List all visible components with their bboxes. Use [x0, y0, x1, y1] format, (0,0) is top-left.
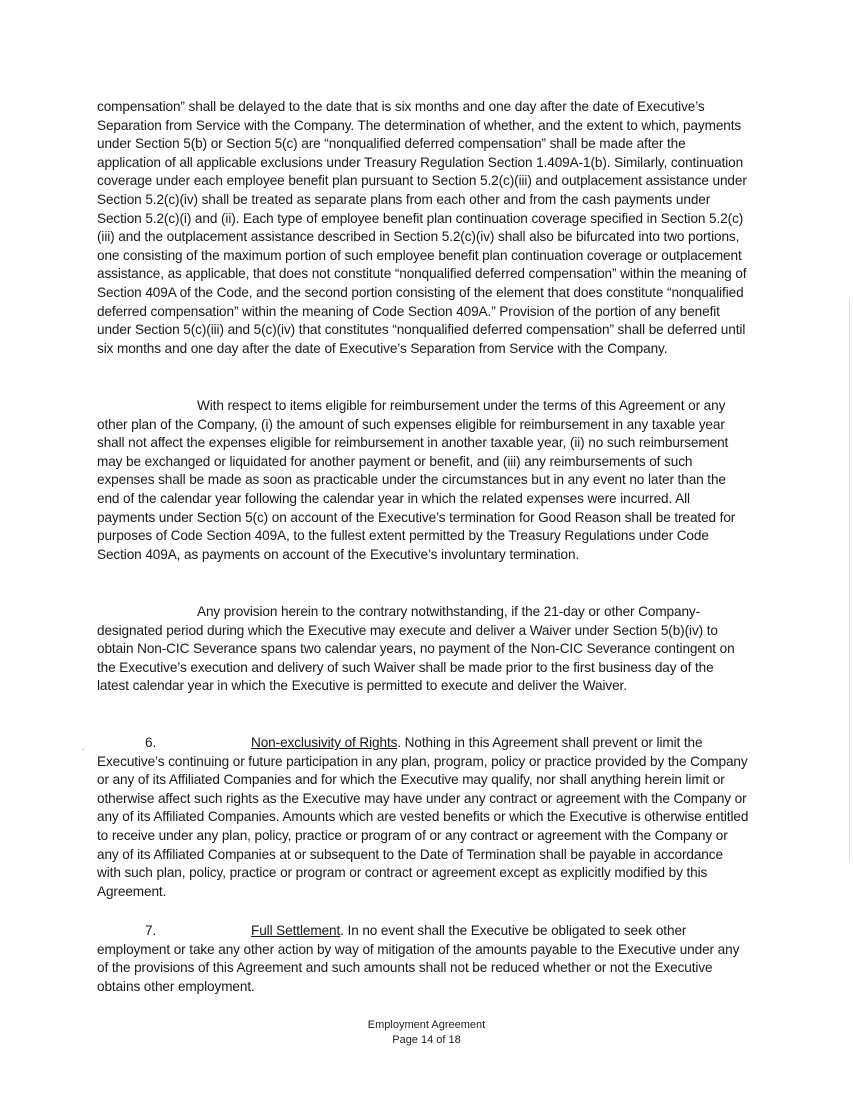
footer-page-number: Page 14 of 18 — [392, 1034, 461, 1046]
section-number: 7. — [145, 923, 157, 938]
section-text: . In no event shall the Executive be obligated to seek other employment or take any other action by way of mitigation of the amounts payable to the Executive under any of the provisions of this Agreement and such amounts shall not be reduced whether or not the Executive obtains other employment. — [97, 923, 740, 994]
section-number: 6. — [145, 735, 157, 750]
section-heading: Full Settlement — [251, 923, 341, 938]
paragraph-text: With respect to items eligible for reimbursement under the terms of this Agreement or any other plan of the Company, (i) the amount of such expenses eligible for reimbursement in any taxable year shall not affect the expenses eligible for reimbursement in another taxable year, (ii) no such reimbursement may be exchanged or liquidated for another payment or benefit, and (iii) any reimbursements of such expenses shall be made as soon as practicable under the circumstances but in any event no later than the end of the calendar year following the calendar year in which the related expenses were incurred. All payments under Section 5(c) on account of the Executive’s termination for Good Reason shall be treated for purposes of Code Section 409A, to the fullest extent permitted by the Treasury Regulations under Code Section 409A, as payments on account of the Executive’s involuntary termination. — [97, 398, 736, 562]
paragraph-waiver-timing — [97, 603, 749, 696]
section-7-full-settlement — [97, 922, 749, 996]
section-heading: Non-exclusivity of Rights — [251, 735, 398, 750]
scan-edge-line — [849, 300, 850, 860]
paragraph-text: Any provision herein to the contrary notwithstanding, if the 21-day or other Company-designated period during which the Executive may execute and deliver a Waiver under Section 5(b)(iv) to obtain Non-CIC Severance spans two calendar years, no payment of the Non-CIC Severance contingent on the Executive’s execution and delivery of such Waiver shall be made prior to the first business day of the latest calendar year in which the Executive is permitted to execute and deliver the Waiver. — [97, 604, 735, 694]
paragraph-reimbursement — [97, 397, 749, 564]
paragraph-deferred-compensation — [97, 98, 749, 358]
paragraph-text: compensation” shall be delayed to the date that is six months and one day after the date of Executive’s Separation from Service with the Company. The determination of whether, and the extent to which, payments under Section 5(b) or Section 5(c) are “nonqualified deferred compensation” shall be made after the application of all applicable exclusions under Treasury Regulation Section 1.409A-1(b). Similarly, continuation coverage under each employee benefit plan pursuant to Section 5.2(c)(iii) and outplacement assistance under Section 5.2(c)(iv) shall be treated as separate plans from each other and from the cash payments under Section 5.2(c)(i) and (ii). Each type of employee benefit plan continuation coverage specified in Section 5.2(c)(iii) and the outplacement assistance described in Section 5.2(c)(iv) shall also be bifurcated into two portions, one consisting of the maximum portion of such employee benefit plan continuation coverage or outplacement assistance, as applicable, that does not constitute “nonqualified deferred compensation” within the meaning of Section 409A of the Code, and the second portion consisting of the element that does constitute “nonqualified deferred compensation” within the meaning of Code Section 409A.” Provision of the portion of any benefit under Section 5(c)(iii) and 5(c)(iv) that constitutes “nonqualified deferred compensation” shall be deferred until six months and one day after the date of Executive’s Separation from Service with the Company. — [97, 99, 747, 356]
section-text: . Nothing in this Agreement shall prevent or limit the Executive’s continuing or future participation in any plan, program, policy or practice provided by the Company or any of its Affiliated Companies and for which the Executive may qualify, nor shall anything herein limit or otherwise affect such rights as the Executive may have under any contract or agreement with the Company or any of its Affiliated Companies. Amounts which are vested benefits or which the Executive is otherwise entitled to receive under any plan, policy, practice or program of or any contract or agreement with the Company or any of its Affiliated Companies at or subsequent to the Date of Termination shall be payable in accordance with such plan, policy, practice or program or contract or agreement except as explicitly modified by this Agreement. — [97, 735, 749, 899]
scan-speck — [82, 749, 84, 750]
section-6-non-exclusivity — [97, 734, 749, 901]
footer-document-title: Employment Agreement — [367, 1019, 486, 1031]
